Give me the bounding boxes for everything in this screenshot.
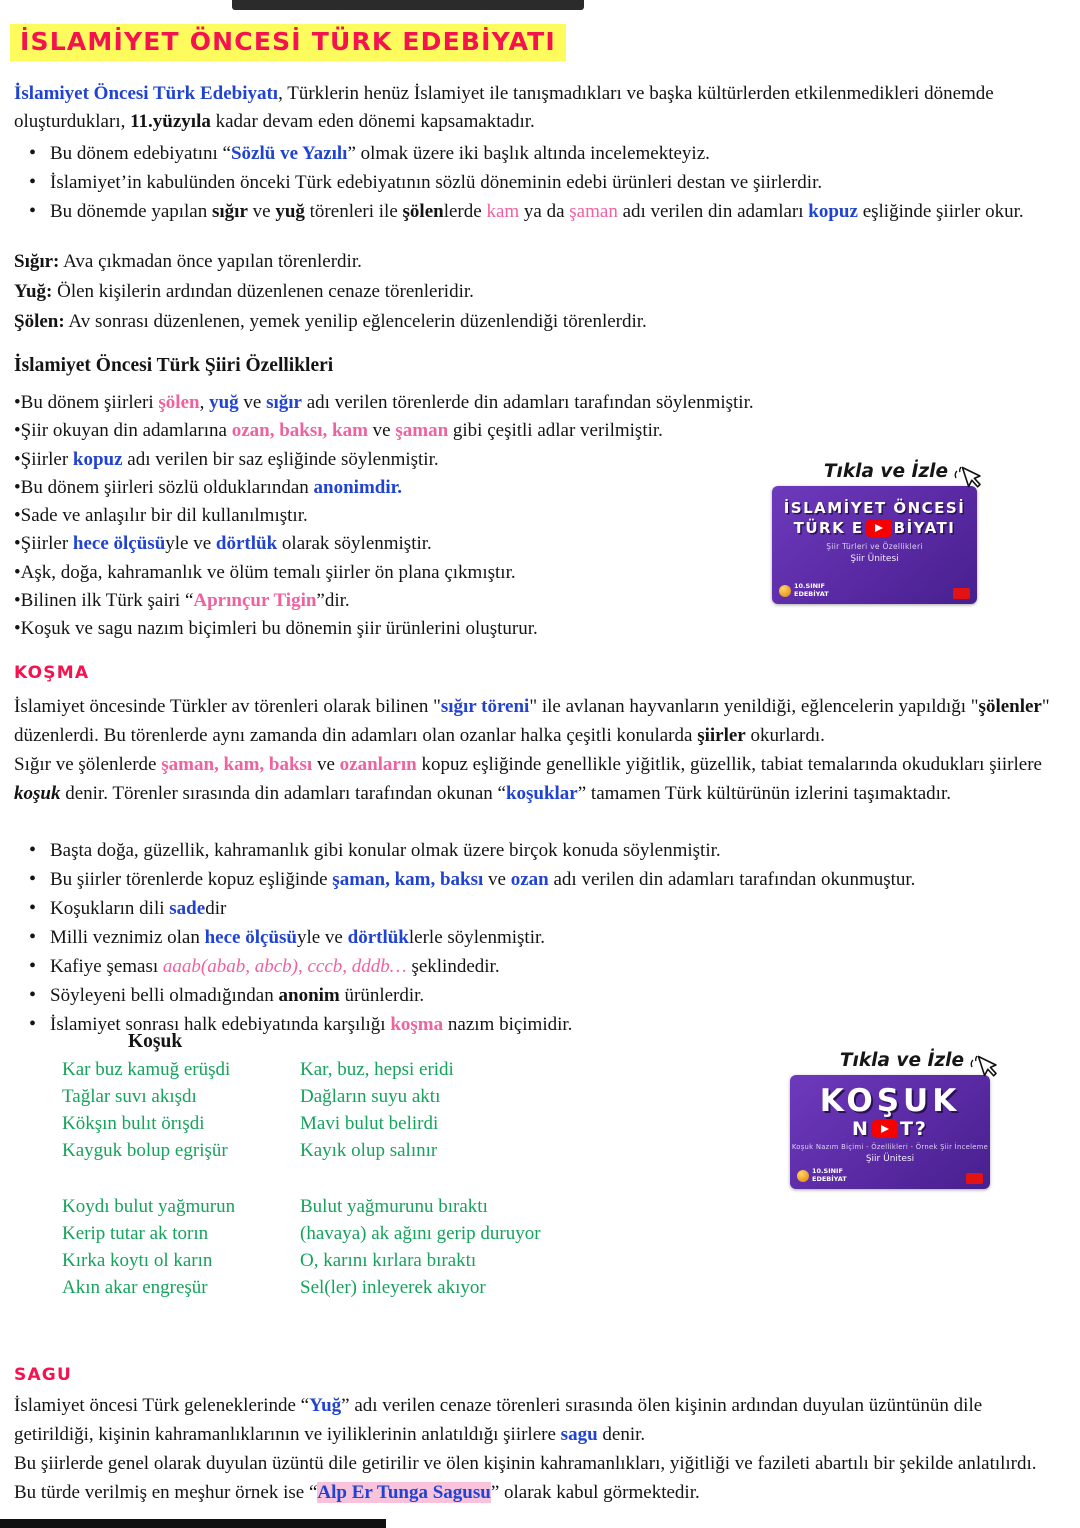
- list-item: [14, 923, 1066, 952]
- text-segment: Ava çıkmadan önce yapılan törenlerdir.: [59, 251, 362, 272]
- text-segment: aaab(abab, abcb), cccb, dddb…: [162, 956, 407, 977]
- text-segment: törenleri ile: [304, 201, 403, 222]
- youtube-play-icon[interactable]: [872, 1120, 898, 1138]
- text-segment: ozanların: [339, 754, 417, 775]
- text-segment: Aprınçur Tigin: [193, 590, 317, 612]
- text-segment: •Koşuk ve sagu nazım biçimleri bu dönemin şiir ürünlerini oluşturur.: [14, 618, 538, 640]
- text-segment: gibi çeşitli adlar verilmiştir.: [448, 420, 663, 442]
- text-segment: ürünlerdir.: [339, 985, 425, 1006]
- red-badge: [953, 588, 970, 599]
- kosma-paragraphs: [14, 692, 1066, 808]
- video-title-line2: [790, 1118, 990, 1140]
- text-segment: İslamiyet sonrası halk edebiyatında karşılığı: [50, 1014, 391, 1035]
- list-item: [14, 981, 1066, 1010]
- list-item: [14, 836, 1066, 865]
- text-segment: kopuz: [808, 201, 858, 222]
- text-segment: Sığır ve şölenlerde: [14, 754, 162, 775]
- kosma-paragraph: [14, 750, 1066, 808]
- page-title: İSLAMİYET ÖNCESİ TÜRK EDEBİYATI: [10, 24, 566, 61]
- video-title: KOŞUK: [819, 1083, 961, 1119]
- poem-line: Kar, buz, hepsi eridi: [300, 1059, 454, 1080]
- text-segment: ” olmak üzere iki başlık altında incelemekteyiz.: [347, 143, 710, 164]
- text-segment: şaman, kam, baksı: [161, 754, 313, 775]
- kosma-bullet-list: [14, 836, 1066, 1039]
- channel-name: [812, 1168, 847, 1184]
- text-segment: okurlardı.: [745, 725, 825, 746]
- overview-bullet-list: [14, 139, 1066, 226]
- text-segment: şaman: [395, 420, 449, 442]
- stanza1-original: [62, 1056, 300, 1164]
- text-segment: ve: [483, 869, 511, 890]
- text-segment: •Şiirler: [14, 533, 73, 555]
- sagu-paragraph: [14, 1391, 1066, 1449]
- text-segment: •Şiirler: [14, 448, 73, 470]
- channel-name-line2: EDEBİYAT: [794, 590, 829, 599]
- poem-line: Kar buz kamuğ erüşdi: [62, 1059, 231, 1080]
- text-segment: hece ölçüsü: [72, 533, 166, 555]
- text-segment: Milli veznimiz olan: [50, 927, 205, 948]
- bottom-ui-fragment: [0, 1519, 386, 1528]
- text-segment: Sığır:: [14, 251, 60, 272]
- text-segment: kam: [486, 201, 520, 222]
- video-subtitle: Şiir Türleri ve Özellikleri: [826, 542, 923, 551]
- red-badge: [966, 1173, 983, 1184]
- text-segment: şeklindedir.: [406, 956, 500, 977]
- text-segment: Ölen kişilerin ardından düzenlenen cenaze törenleridir.: [52, 281, 474, 302]
- poem-line: Mavi bulut belirdi: [300, 1113, 439, 1134]
- cursor-doodle-icon: [966, 1051, 1000, 1083]
- list-item: [14, 168, 1066, 197]
- text-segment: adı verilen din adamları tarafından okunmuştur.: [548, 869, 916, 890]
- text-segment: dir: [205, 898, 227, 919]
- text-segment: Yuğ: [309, 1395, 342, 1416]
- feature-item: [14, 615, 1066, 643]
- video-thumbnail-kosuk[interactable]: [790, 1075, 990, 1189]
- text-segment: ve: [238, 392, 267, 413]
- text-segment: sagu: [560, 1424, 598, 1445]
- text-segment: olarak söylenmiştir.: [277, 533, 432, 555]
- definition-yug: [14, 277, 1066, 307]
- text-segment: ,: [199, 392, 210, 413]
- text-segment: ” olarak kabul görmektedir.: [490, 1482, 700, 1503]
- channel-name: [794, 583, 829, 599]
- text-segment: koşuk: [14, 783, 61, 804]
- video-unit-label: Şiir Ünitesi: [865, 1154, 915, 1164]
- stanza2-original: [62, 1193, 300, 1301]
- poem-line: Sel(ler) inleyerek akıyor: [300, 1277, 486, 1298]
- text-segment: yuğ: [275, 201, 305, 222]
- text-segment: lerle söylenmiştir.: [408, 927, 546, 948]
- stanza2-translation: [300, 1193, 541, 1301]
- text-segment: denir. Törenler sırasında din adamları tarafından okunan “: [60, 783, 506, 804]
- text-segment: eşliğinde şiirler okur.: [857, 201, 1024, 222]
- text-segment: dörtlük: [347, 927, 409, 948]
- video-title-line2: [772, 519, 977, 537]
- text-segment: ozan, baksı, kam: [231, 420, 368, 442]
- text-segment: Bu türde verilmiş en meşhur örnek ise “: [14, 1482, 318, 1503]
- text-segment: kopuz: [72, 448, 123, 470]
- text-segment: Sözlü ve Yazılı: [230, 143, 348, 164]
- poem-line: O, karını kırlara bıraktı: [300, 1250, 477, 1271]
- top-ui-fragment: [232, 0, 584, 10]
- text-segment: anonim: [278, 985, 340, 1006]
- list-item: [14, 139, 1066, 168]
- poem-line: Kökşın bulıt örışdi: [62, 1113, 205, 1134]
- text-segment: İslamiyet öncesinde Türkler av törenleri olarak bilinen ": [14, 696, 441, 717]
- text-segment: ” adı verilen cenaze törenleri sırasında ölen kişinin ardından duyulan üzüntünün dile getirildiği, kişinin kahramanlıklarının ve iyiliklerinin anlatıldığı şiirlere: [14, 1395, 983, 1445]
- video-unit-label: Şiir Ünitesi: [850, 554, 899, 564]
- text-segment: şölen: [158, 392, 200, 413]
- text-segment: İslamiyet’in kabulünden önceki Türk edebiyatının sözlü döneminin edebi ürünleri destan ve şiirlerdir.: [50, 172, 823, 193]
- text-segment: sade: [169, 898, 206, 919]
- channel-logo: [779, 585, 791, 597]
- text-segment: İslamiyet Öncesi Türk Edebiyatı: [14, 83, 279, 104]
- youtube-play-icon[interactable]: [866, 519, 892, 537]
- kosma-paragraph: [14, 692, 1066, 750]
- cta-row: [772, 461, 986, 482]
- text-segment: Koşukların dili: [50, 898, 170, 919]
- text-segment: sığır: [212, 201, 248, 222]
- cursor-doodle-icon: [950, 462, 984, 494]
- channel-info: [779, 583, 829, 599]
- text-segment: ve: [247, 201, 276, 222]
- text-segment: ve: [367, 420, 396, 442]
- section-heading-sagu: SAGU: [14, 1365, 72, 1385]
- text-segment: yle ve: [296, 927, 348, 948]
- poem-line: (havaya) ak ağını gerip duruyor: [300, 1223, 541, 1244]
- video-title-line2-suffix: T?: [899, 1118, 928, 1140]
- text-segment: şaman, kam, baksı: [332, 869, 484, 890]
- text-segment: adı verilen bir saz eşliğinde söylenmiştir.: [122, 448, 439, 470]
- text-segment: Şölen:: [14, 311, 65, 332]
- text-segment: Bu şiirlerde genel olarak duyulan üzüntü dile getirilir ve ölen kişinin kahramanlıkları, yiğitliği ve fazileti abartılı bir şekilde anlatılırdı.: [14, 1453, 1037, 1474]
- text-segment: " ile avlanan hayvanların yenildiği, eğlencelerin yapıldığı ": [529, 696, 979, 717]
- video-title-line1: İSLAMİYET ÖNCESİ: [783, 499, 966, 517]
- text-segment: Bu dönemde yapılan: [50, 201, 212, 222]
- title-block: [10, 24, 566, 61]
- text-segment: Yuğ:: [14, 281, 53, 302]
- list-item: [14, 952, 1066, 981]
- definition-sigir: [14, 247, 1066, 277]
- text-segment: ve: [312, 754, 340, 775]
- video-embed-kosuk: [790, 1050, 1002, 1189]
- text-segment: •Bu dönem şiirleri: [14, 392, 159, 413]
- thumbnail-bottom-row: [797, 1168, 983, 1184]
- text-segment: ” tamamen Türk kültürünün izlerini taşımaktadır.: [577, 783, 951, 804]
- list-item: [14, 865, 1066, 894]
- sagu-paragraph: [14, 1449, 1066, 1478]
- text-segment: •Sade ve anlaşılır bir dil kullanılmıştır.: [14, 505, 308, 527]
- video-title-line2-suffix: BİYATI: [893, 519, 956, 537]
- text-segment: yle ve: [165, 533, 216, 555]
- text-segment: ya da: [519, 201, 570, 222]
- text-segment: Başta doğa, güzellik, kahramanlık gibi konular olmak üzere birçok konuda söylenmiştir.: [50, 840, 721, 861]
- poem-line: Bulut yağmurunu bıraktı: [300, 1196, 488, 1217]
- poem-stanza-2: [62, 1193, 1066, 1301]
- text-segment: adı verilen din adamları: [617, 201, 809, 222]
- sagu-paragraphs: [14, 1391, 1066, 1507]
- text-segment: anonimdir.: [313, 476, 403, 498]
- channel-name-line1: 10.SINIF: [794, 582, 825, 591]
- text-segment: dörtlük: [215, 533, 278, 555]
- definitions-block: [14, 247, 1066, 337]
- text-segment: Bu dönem edebiyatını “: [50, 143, 231, 164]
- text-segment: şölenler: [978, 696, 1042, 717]
- text-segment: Alp Er Tunga Sagusu: [317, 1482, 491, 1503]
- channel-logo: [797, 1170, 809, 1182]
- section-heading-kosma: KOŞMA: [14, 663, 90, 683]
- text-segment: kopuz eşliğinde genellikle yiğitlik, güzellik, tabiat temalarında okudukları şiirlere: [416, 754, 1042, 775]
- list-item: [14, 197, 1066, 226]
- text-segment: , Türklerin henüz İslamiyet ile tanışmadıkları ve başka kültürlerden etkilenmedikleri dönemde oluşturdukları,: [14, 83, 994, 132]
- text-segment: yuğ: [209, 392, 239, 413]
- poem-line: Koydı bulut yağmurun: [62, 1196, 236, 1217]
- text-segment: •Şiir okuyan din adamlarına: [14, 420, 232, 442]
- poem-line: Kerip tutar ak torın: [62, 1223, 209, 1244]
- video-title-line2-prefix: TÜRK E: [793, 519, 864, 537]
- video-title-line2-prefix: N: [852, 1118, 870, 1140]
- intro-paragraph: [14, 80, 1066, 136]
- poem-line: Dağların suyu aktı: [300, 1086, 441, 1107]
- text-segment: •Bilinen ilk Türk şairi “: [14, 590, 194, 612]
- feature-item: [14, 389, 1066, 417]
- channel-info: [797, 1168, 847, 1184]
- text-segment: lerde: [443, 201, 487, 222]
- poem-line: Kayık olup salınır: [300, 1140, 438, 1161]
- text-segment: kadar devam eden dönemi kapsamaktadır.: [210, 111, 535, 132]
- text-segment: •Bu dönem şiirleri sözlü olduklarından: [14, 476, 314, 498]
- text-segment: şiirler: [697, 725, 746, 746]
- video-embed-islamiyet: [772, 461, 986, 604]
- sagu-paragraph: [14, 1478, 1066, 1507]
- channel-name-line1: 10.SINIF: [812, 1167, 843, 1176]
- poem-line: Akın akar engreşür: [62, 1277, 208, 1298]
- click-and-watch-label: Tıkla ve İzle: [839, 1050, 964, 1071]
- text-segment: nazım biçimidir.: [443, 1014, 573, 1035]
- text-segment: denir.: [597, 1424, 646, 1445]
- video-subtitle: Koşuk Nazım Biçimi - Özellikleri - Örnek Şiir İnceleme: [791, 1143, 989, 1151]
- text-segment: Av sonrası düzenlenen, yemek yenilip eğlencelerin düzenlendiği törenlerdir.: [64, 311, 647, 332]
- text-segment: Kafiye şeması: [50, 956, 163, 977]
- channel-name-line2: EDEBİYAT: [812, 1175, 847, 1184]
- stanza1-translation: [300, 1056, 454, 1164]
- text-segment: koşma: [390, 1014, 444, 1035]
- text-segment: ”dir.: [316, 590, 350, 612]
- text-segment: 11.yüzyıla: [130, 111, 211, 132]
- text-segment: şaman: [569, 201, 618, 222]
- text-segment: adı verilen törenlerde din adamları tarafından söylenmiştir.: [301, 392, 754, 413]
- text-segment: hece ölçüsü: [204, 927, 297, 948]
- text-segment: şölen: [402, 201, 444, 222]
- poem-line: Kırka koytı ol karın: [62, 1250, 213, 1271]
- text-segment: " düzenlerdi. Bu törenlerde aynı zamanda din adamları olan ozanlar halka çeşitli konularda: [14, 696, 1050, 746]
- thumbnail-bottom-row: [779, 583, 970, 599]
- kosuk-heading: Koşuk: [128, 1031, 183, 1052]
- text-segment: koşuklar: [505, 783, 578, 804]
- definition-solen: [14, 307, 1066, 337]
- text-segment: Bu şiirler törenlerde kopuz eşliğinde: [50, 869, 333, 890]
- list-item: [14, 894, 1066, 923]
- text-segment: •Aşk, doğa, kahramanlık ve ölüm temalı şiirler ön plana çıkmıştır.: [14, 561, 516, 583]
- text-segment: sığır töreni: [440, 696, 530, 717]
- poem-line: Kayguk bolup egrişür: [62, 1140, 228, 1161]
- video-thumbnail-islamiyet[interactable]: [772, 486, 977, 604]
- text-segment: sığır: [266, 392, 302, 413]
- feature-item: [14, 417, 1066, 445]
- cta-row: [790, 1050, 1002, 1071]
- text-segment: Söyleyeni belli olmadığından: [50, 985, 279, 1006]
- section-heading-features: İslamiyet Öncesi Türk Şiiri Özellikleri: [14, 355, 334, 376]
- text-segment: ozan: [510, 869, 549, 890]
- click-and-watch-label: Tıkla ve İzle: [823, 461, 948, 482]
- poem-line: Tağlar suvı akışdı: [62, 1086, 197, 1107]
- text-segment: İslamiyet öncesi Türk geleneklerinde “: [14, 1395, 310, 1416]
